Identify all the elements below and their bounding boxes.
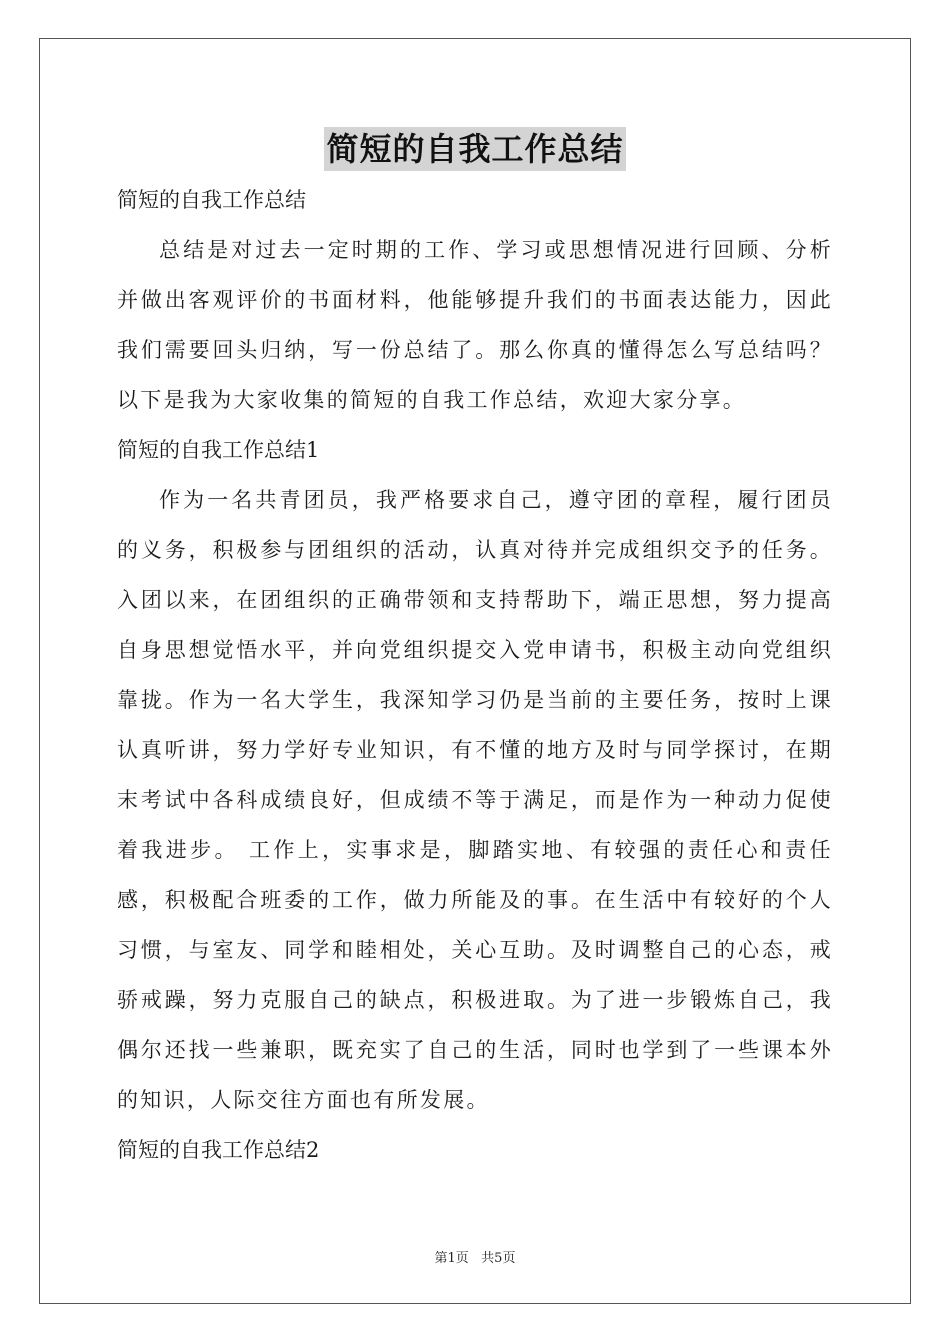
- section-heading-1: 简短的自我工作总结1: [117, 438, 320, 462]
- title-wrap: [0, 127, 950, 171]
- document-subtitle: 简短的自我工作总结: [117, 188, 306, 212]
- section-body-1: 作为一名共青团员，我严格要求自己，遵守团的章程，履行团员的义务，积极参与团组织的活动，认真对待并完成组织交予的任务。入团以来，在团组织的正确带领和支持帮助下，端正思想，努力提高自身思想觉悟水平，并向党组织提交入党申请书，积极主动向党组织靠拢。作为一名大学生，我深知学习仍是当前的主要任务，按时上课认真听讲，努力学好专业知识，有不懂的地方及时与同学探讨，在期末考试中各科成绩良好，但成绩不等于满足，而是作为一种动力促使着我进步。 工作上，实事求是，脚踏实地、有较强的责任心和责任感，积极配合班委的工作，做力所能及的事。在生活中有较好的个人习惯，与室友、同学和睦相处，关心互助。及时调整自己的心态，戒骄戒躁，努力克服自己的缺点，积极进取。为了进一步锻炼自己，我偶尔还找一些兼职，既充实了自己的生活，同时也学到了一些课本外的知识，人际交往方面也有所发展。: [117, 488, 833, 1112]
- document-title: 简短的自我工作总结: [324, 127, 625, 171]
- intro-paragraph: 总结是对过去一定时期的工作、学习或思想情况进行回顾、分析并做出客观评价的书面材料，他能够提升我们的书面表达能力，因此我们需要回头归纳，写一份总结了。那么你真的懂得怎么写总结吗？以下是我为大家收集的简短的自我工作总结，欢迎大家分享。: [117, 238, 833, 412]
- section-heading-2: 简短的自我工作总结2: [117, 1138, 320, 1162]
- document-body: [117, 175, 833, 1175]
- page-footer: 第1页 共5页: [434, 1251, 516, 1266]
